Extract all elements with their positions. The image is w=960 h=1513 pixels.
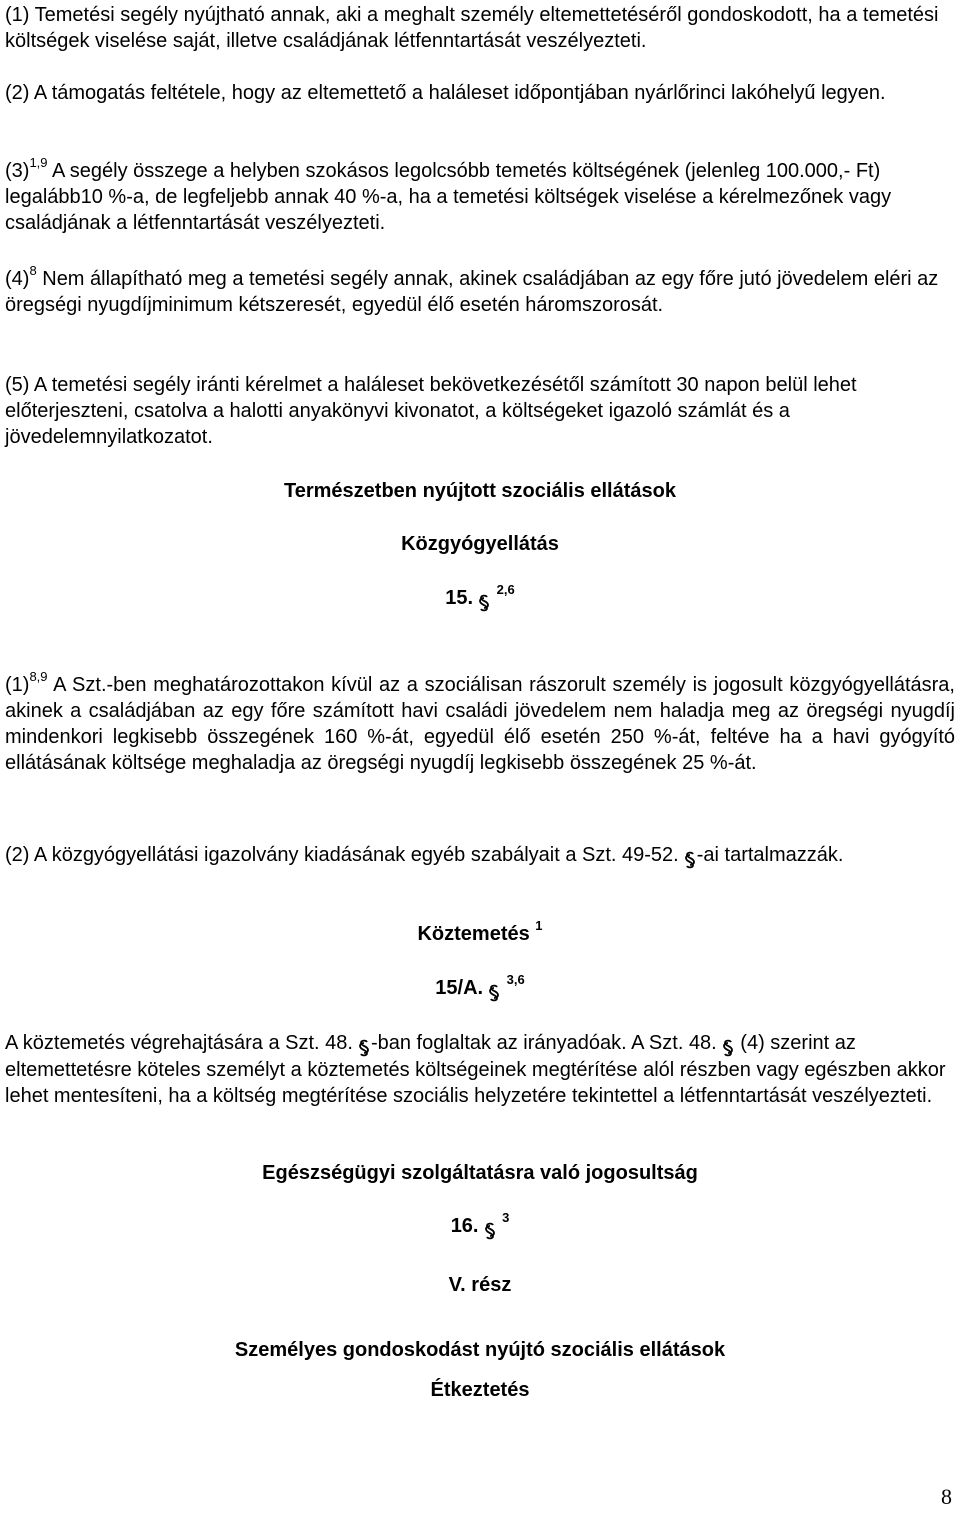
footnote-ref: 1,9 bbox=[29, 155, 48, 171]
paragraph-text: (2) A közgyógyellátási igazolvány kiadásának egyéb szabályait a Szt. 49-52. bbox=[5, 844, 679, 866]
paragraph-15-2 bbox=[5, 842, 955, 869]
heading-termeszetben: Természetben nyújtott szociális ellátások bbox=[284, 480, 676, 502]
section-sign-icon bbox=[483, 1222, 497, 1240]
paragraph-text-cont: (4) szerint az eltemettetésre köteles személyt a köztemetés költségeinek megtérítése alól részben vagy egészben akkor lehet mentesíteni, ha a költség megtérítése szociális helyzetére tekintettel a létfenntartását veszélyezteti. bbox=[5, 1032, 946, 1107]
section-sign-icon bbox=[357, 1039, 371, 1057]
footnote-ref: 3 bbox=[502, 1210, 510, 1226]
footnote-ref: 2,6 bbox=[496, 582, 515, 598]
section-number: 15. bbox=[445, 587, 474, 609]
section-number: 15/A. bbox=[435, 977, 484, 999]
section-sign-icon bbox=[683, 851, 697, 869]
paragraph-text-cont: -ban foglaltak az irányadóak. A Szt. 48. bbox=[370, 1032, 717, 1054]
section-sign-icon bbox=[477, 594, 491, 612]
section-sign-icon bbox=[721, 1039, 735, 1057]
section-15-heading bbox=[5, 582, 955, 612]
paragraph-15-1 bbox=[5, 669, 955, 776]
footnote-ref: 8,9 bbox=[29, 669, 48, 685]
paragraph-14-5: (5) A temetési segély iránti kérelmet a haláleset bekövetkezésétől számított 30 napon belül lehet előterjeszteni, csatolva a halotti anyakönyvi kivonatot, a költségeket igazoló számlát és a jövedelemnyilatkozatot. bbox=[5, 374, 857, 448]
paragraph-14-4 bbox=[5, 263, 955, 318]
heading-kozgyogyellatas: Közgyógyellátás bbox=[401, 533, 559, 555]
page-number: 8 bbox=[941, 1484, 952, 1509]
heading-szemelyes-gondoskodas: Személyes gondoskodást nyújtó szociális ellátások bbox=[234, 1339, 726, 1361]
paragraph-number: (4) bbox=[5, 268, 30, 290]
heading-koztemetes bbox=[5, 918, 955, 947]
footnote-ref: 8 bbox=[29, 263, 37, 279]
section-number: 16. bbox=[450, 1215, 479, 1237]
paragraph-14-2: (2) A támogatás feltétele, hogy az eltemettető a haláleset időpontjában nyárlőrinci lakóhelyű legyen. bbox=[5, 82, 886, 104]
paragraph-15a bbox=[5, 1030, 955, 1109]
section-16-heading bbox=[5, 1210, 955, 1240]
paragraph-text: A segély összege a helyben szokásos legolcsóbb temetés költségének (jelenleg 100.000,- Ft) legalább10 %-a, de legfeljebb annak 40 %-a, ha a temetési költségek viselése a kérelmezőnek vagy családjának a létfenntartását veszélyezteti. bbox=[5, 160, 892, 234]
heading-text: Köztemetés bbox=[417, 923, 530, 945]
paragraph-14-3 bbox=[5, 155, 955, 236]
footnote-ref: 1 bbox=[535, 918, 543, 934]
paragraph-14-1: (1) Temetési segély nyújtható annak, aki a meghalt személy eltemettetéséről gondoskodott, ha a temetési költségek viselése saját, illetve családjának létfenntartását veszélyezteti. bbox=[5, 4, 939, 52]
paragraph-text: Nem állapítható meg a temetési segély annak, akinek családjában az egy főre jutó jövedelem eléri az öregségi nyugdíjminimum kétszeresét, egyedül élő esetén háromszorosát. bbox=[5, 268, 939, 316]
footnote-ref: 3,6 bbox=[506, 972, 525, 988]
paragraph-text: A Szt.-ben meghatározottakon kívül az a szociálisan rászorult személy is jogosult közgyógyellátásra, akinek a családjában az egy főre számított havi családi jövedelem nem haladja meg az öregségi nyugdíj mindenkori legkisebb összegének 160 %-át, egyedül élő esetén 250 %-át, feltéve ha a havi gyógyító ellátásának költsége meghaladja az öregségi nyugdíj legkisebb összegének 25 %-át. bbox=[5, 674, 955, 774]
section-sign-icon bbox=[487, 984, 501, 1002]
paragraph-number: (1) bbox=[5, 674, 30, 696]
section-15a-heading bbox=[5, 972, 955, 1002]
paragraph-text-cont: -ai tartalmazzák. bbox=[696, 844, 844, 866]
heading-egeszsegugyi: Egészségügyi szolgáltatásra való jogosultság bbox=[262, 1162, 698, 1184]
paragraph-number: (3) bbox=[5, 160, 30, 182]
heading-etkeztetes: Étkeztetés bbox=[430, 1379, 530, 1401]
paragraph-text: A köztemetés végrehajtására a Szt. 48. bbox=[5, 1032, 353, 1054]
heading-v-resz: V. rész bbox=[448, 1274, 512, 1296]
